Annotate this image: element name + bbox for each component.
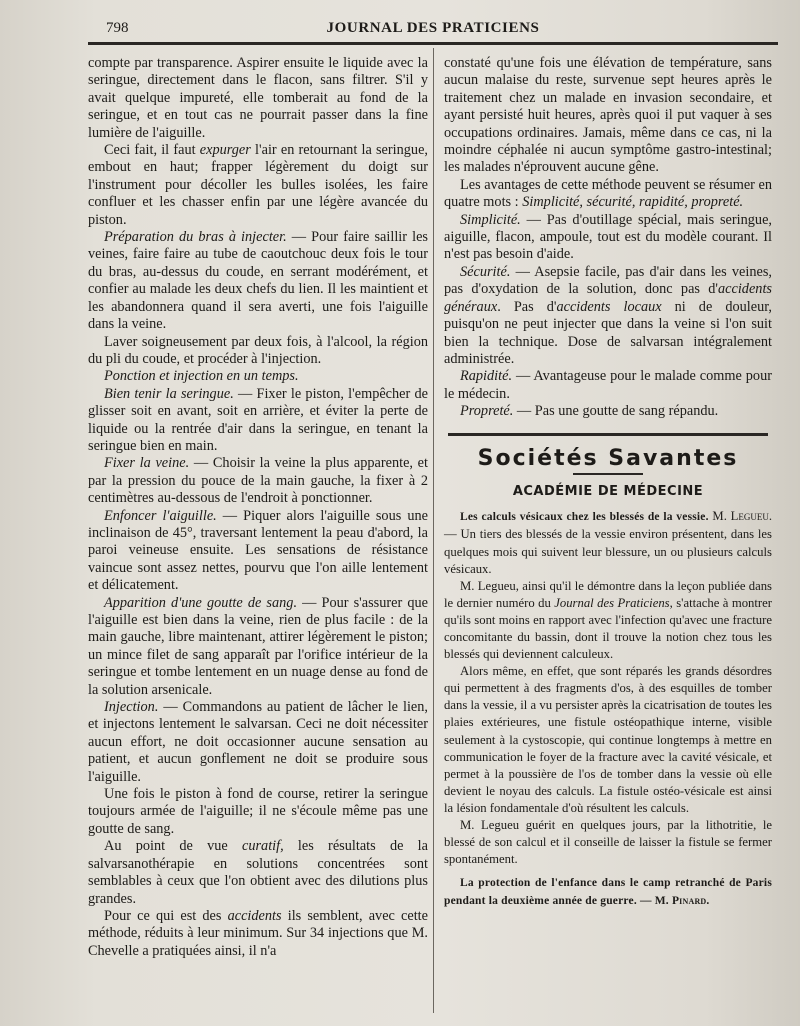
paragraph: Préparation du bras à injecter. — Pour faire saillir les veines, faire faire au tube de caoutchouc deux fois le tour du bras, au-dessus du coude, en serrant modérément, et confier au malade les deux chefs du lien. Il les maintient et les abandonnera quand il sera averti, une fois l'aiguille dans la veine. [88,229,428,333]
paragraph: Pour ce qui est des accidents ils semblent, avec cette méthode, réduits à leur minimum. Sur 34 injections que M. Chevelle a pratiquées ainsi, il n'a [88,907,428,959]
section-rule [448,433,768,436]
paragraph: M. Legueu guérit en quelques jours, par la lithotritie, le blessé de son calcul et il conseille de laisser la fistule se fermer spontanément. [444,818,772,867]
right-column [444,55,772,911]
article-body [444,508,772,910]
article-heading-paragraph: La protection de l'enfance dans le camp retranché de Paris pendant la deuxième année de guerre. — M. Pinard. [444,877,772,908]
journal-title: JOURNAL DES PRATICIENS [326,20,540,36]
paragraph: Une fois le piston à fond de course, retirer la seringue toujours armée de l'aiguille; il ne s'écoule même pas une goutte de sang. [88,786,428,837]
page-header [88,18,778,42]
paragraph: Rapidité. — Avantageuse pour le malade comme pour le médecin. [444,368,772,402]
left-column [88,55,428,960]
title-rule [573,473,643,475]
paragraph: Fixer la veine. — Choisir la veine la plus apparente, et par la pression du pouce de la main gauche, la fixer à 2 centimètres au-dessous de l'endroit à ponctionner. [88,455,429,507]
paragraph: Ceci fait, il faut expurger l'air en retournant la seringue, embout en haut; frapper légèrement du doigt sur l'instrument pour décoller les bulles isolées, les faire confluer et les chasser enfin par une légère avancée du piston. [88,142,429,228]
paragraph: Au point de vue curatif, les résultats de la salvarsanothérapie en solutions concentrées sont semblables à ceux que l'on obtient avec des dilutions plus grandes. [88,838,429,907]
article-heading: La protection de l'enfance dans le camp retranché de Paris pendant la deuxième année de guerre. [444,877,772,908]
article-heading-paragraph: Les calculs vésicaux chez les blessés de la vessie. M. Legueu. — Un tiers des blessés de la vessie environ présentent, dans les quelques mois qui suivent leur blessure, un ou plusieurs calculs vésicaux. [444,509,773,576]
section-title: Sociétés Savantes [477,445,739,471]
header-rule [88,42,778,45]
paragraph: Enfoncer l'aiguille. — Piquer alors l'aiguille sous une inclinaison de 45°, traversant lentement la peau d'abord, la paroi veineuse ensuite. Les sensations de résistance vaincue sont assez nettes, pourvu que l'on aille lentement et délicatement. [88,507,428,594]
paragraph: Bien tenir la seringue. — Fixer le piston, l'empêcher de glisser soit en avant, soit en arrière, et éviter la perte de liquide ou la rentrée d'air dans la seringue, en tenant la seringue bien en main. [88,385,428,454]
paragraph: Laver soigneusement par deux fois, à l'alcool, la région du pli du coude, et procéder à l'injection. [88,333,428,367]
paragraph: Apparition d'une goutte de sang. — Pour s'assurer que l'aiguille est bien dans la veine, rien de plus facile : de la main gauche, libre maintenant, attirer légèrement le piston; un mince filet de sang apparaît par l'orifice intérieur de la seringue et tombe lentement en un nuage dense au fond de la solution arsenicale. [88,594,428,698]
subsection-title: ACADÉMIE DE MÉDECINE [512,483,704,499]
paragraph: M. Legueu, ainsi qu'il le démontre dans la leçon publiée dans le dernier numéro du Journal des Praticiens, s'attache à montrer qu'ils sont moins en rapport avec l'infection qu'avec une fracture concomitante du bassin, dont il trouve la notion chez tous les blessés qui deviennent calculeux. [444,578,773,662]
subheading: Ponction et injection en un temps. [104,368,299,385]
column-divider [433,48,434,1013]
paragraph: Injection. — Commandons au patient de lâcher le lien, et injectons lentement le salvarsan. Ceci ne doit nécessiter aucun effort, ne doit occasionner aucune sensation au patient, et aucun gonflement ne doit se produire sous l'aiguille. [88,699,428,785]
paragraph: Alors même, en effet, que sont réparés les grands désordres qui permettent à des fragments d'os, à des esquilles de tomber dans la vessie, il a vu persister après la cicatrisation de toutes les plaies extérieures, une fistule ostéopathique interne, visible seulement à la cystoscopie, qui continue longtemps à mettre en communication le foyer de la fracture avec la cavité vésicale, et permet à la poussière de l'os de tomber dans la vessie où elle devient le noyau des calculs. La fistule ostéo-vésicale est ainsi la lésion fondamentale d'où résultent les calculs. [444,664,772,815]
article-heading: Les calculs vésicaux chez les blessés de la vessie. [460,511,709,524]
paragraph: Les avantages de cette méthode peuvent se résumer en quatre mots : Simplicité, sécurité, rapidité, propreté. [444,176,773,211]
paragraph: compte par transparence. Aspirer ensuite le liquide avec la seringue, directement dans le flacon, sans filtrer. S'il y avait quelque impureté, elle tomberait au fond de la seringue, et en tout cas ne pourrait passer dans la fine lumière de l'aiguille. [88,55,428,141]
paragraph: Propreté. — Pas une goutte de sang répandu. [460,403,719,420]
page-number: 798 [106,20,129,36]
paragraph: Simplicité. — Pas d'outillage spécial, mais seringue, aiguille, flacon, ampoule, tout est du modèle courant. Il n'est pas besoin d'aide. [444,211,772,263]
paragraph: Sécurité. — Asepsie facile, pas d'air dans les veines, pas d'oxydation de la solution, donc pas d'accidents généraux. Pas d'accidents locaux ni de douleur, puisqu'on ne peut injecter que dans la veine si l'on suit bien la technique. Dose de salvarsan intégralement administrée. [444,263,772,367]
paragraph: constaté qu'une fois une élévation de température, sans aucun malaise du reste, survenue sept heures après le traitement chez un malade en invasion secondaire, et ayant persisté huit heures, après quoi il put vaquer à ses occupations ordinaires. Jamais, même dans ce cas, ni la moindre céphalée ni aucun symptôme gastro-intestinal; les malades n'éprouvent aucune gêne. [444,55,772,176]
